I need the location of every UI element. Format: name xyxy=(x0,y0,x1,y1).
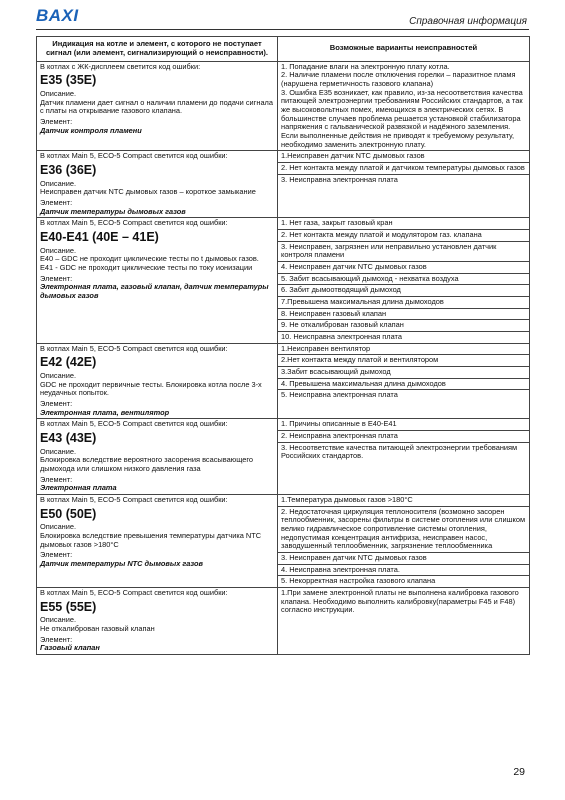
description-label: Описание. xyxy=(40,446,77,456)
causes-cell xyxy=(278,151,530,218)
indication-intro: В котлах Main 5, ECO-5 Compact светится код ошибки: xyxy=(40,151,228,161)
description-text: Блокировка вследствие вероятного засорения всасывающего дымохода или слишком низкого давления газа xyxy=(40,455,253,473)
indication-intro: В котлах Main 5, ECO-5 Compact светится код ошибки: xyxy=(40,587,228,597)
table-row xyxy=(37,419,530,495)
error-code: E42 (42E) xyxy=(40,355,97,370)
causes-cell xyxy=(278,343,530,419)
cause-item: 1.Температура дымовых газов >180°С xyxy=(281,494,413,504)
error-code: E43 (43E) xyxy=(40,430,97,445)
description-text: Не откалиброван газовый клапан xyxy=(40,623,155,633)
indication-cell xyxy=(37,343,278,419)
table-row xyxy=(37,343,530,419)
error-code: E55 (55E) xyxy=(40,599,97,614)
cause-item: 2.Нет контакта между платой и вентилятором xyxy=(278,354,529,366)
indication-cell xyxy=(37,587,278,654)
cause-item: 2. Нет контакта между платой и модулятором газ. клапана xyxy=(278,229,529,241)
indication-intro: В котлах Main 5, ECO-5 Compact светится код ошибки: xyxy=(40,218,228,228)
table-header-row xyxy=(37,37,530,62)
description-label: Описание. xyxy=(40,522,77,532)
header-divider xyxy=(36,29,529,30)
error-code: E35 (35E) xyxy=(40,73,97,88)
indication-cell xyxy=(37,61,278,151)
cause-item: 10. Неисправна электронная плата xyxy=(278,331,529,343)
cause-item: 4. Неисправна электронная плата. xyxy=(278,564,529,576)
baxi-logo: BAXI xyxy=(36,6,79,25)
cause-item: 2. Недостаточная циркуляция теплоносителя (возможно засорен теплообменник, засорены фильтры в системе отопления или слишком велико гидравлическое сопротивление системы отопления, недопустимая концентрация антифриза, неисправен насос, заводушенный теплообменник, загрязнение теплообменника xyxy=(278,506,529,552)
cause-item: 1.Неисправен датчик NTC дымовых газов xyxy=(281,151,425,161)
description-label: Описание. xyxy=(40,370,77,380)
description-label: Описание. xyxy=(40,178,77,188)
indication-intro: В котлах Main 5, ECO-5 Compact светится код ошибки: xyxy=(40,494,228,504)
causes-cell xyxy=(278,494,530,587)
description-text: Неисправен датчик NTC дымовых газов – короткое замыкание xyxy=(40,187,256,197)
cause-item: 3. Несоответствие качества питающей электроэнергии требованиям Российских стандартов. xyxy=(278,442,529,462)
table-row xyxy=(37,494,530,587)
indication-cell xyxy=(37,494,278,587)
cause-item: 6. Забит дымоотводящий дымоход xyxy=(278,284,529,296)
indication-cell xyxy=(37,218,278,343)
causes-cell xyxy=(278,587,530,654)
description-label: Описание. xyxy=(40,89,77,99)
page-number: 29 xyxy=(513,766,525,778)
cause-item: 1. Причины описанные в Е40-Е41 xyxy=(281,419,397,429)
indication-cell xyxy=(37,419,278,495)
header-title: Справочная информация xyxy=(409,16,527,27)
indication-intro: В котлах Main 5, ECO-5 Compact светится код ошибки: xyxy=(40,419,228,429)
indication-intro: В котлах Main 5, ECO-5 Compact светится код ошибки: xyxy=(40,343,228,353)
cause-item: 7.Превышена максимальная длина дымоходов xyxy=(278,296,529,308)
description-text: Блокировка вследствие превышения температуры датчика NTC дымовых газов >180°С xyxy=(40,531,262,549)
cause-item: 5. Неисправна электронная плата xyxy=(278,389,529,401)
element-name: Электронная плата, газовый клапан, датчик температуры дымовых газов xyxy=(40,282,269,301)
cause-item: 1. Нет газа, закрыт газовый кран xyxy=(281,218,393,228)
cause-item: 3. Неисправен, загрязнен или неправильно установлен датчик контроля пламени xyxy=(278,241,529,261)
causes-cell xyxy=(278,61,530,151)
table-row xyxy=(37,587,530,654)
element-label: Элемент: xyxy=(40,474,73,484)
element-label: Элемент: xyxy=(40,273,73,283)
cause-item: 2. Нет контакта между платой и датчиком температуры дымовых газов xyxy=(278,162,529,174)
element-label: Элемент: xyxy=(40,634,73,644)
indication-cell xyxy=(37,151,278,218)
description-label: Описание. xyxy=(40,615,77,625)
cause-item: 3. Неисправна электронная плата xyxy=(278,174,529,186)
element-name: Датчик температуры дымовых газов xyxy=(40,206,186,216)
element-label: Элемент: xyxy=(40,198,73,208)
element-name: Газовый клапан xyxy=(40,643,100,653)
element-name: Электронная плата xyxy=(40,483,117,493)
element-name: Датчик контроля пламени xyxy=(40,125,142,135)
error-code: E50 (50E) xyxy=(40,506,97,521)
cause-item: 4. Неисправен датчик NTC дымовых газов xyxy=(278,261,529,273)
element-label: Элемент: xyxy=(40,117,73,127)
element-name: Электронная плата, вентилятор xyxy=(40,407,170,417)
cause-item: 2. Неисправна электронная плата xyxy=(278,430,529,442)
cause-item: 4. Превышена максимальная длина дымоходов xyxy=(278,378,529,390)
column-header-causes: Возможные варианты неисправностей xyxy=(278,37,530,62)
cause-item: 8. Неисправен газовый клапан xyxy=(278,308,529,320)
cause-item: 5. Забит всасывающий дымоход - нехватка воздуха xyxy=(278,273,529,285)
cause-item: 3.Забит всасывающий дымоход xyxy=(278,366,529,378)
error-code: E40-E41 (40E – 41E) xyxy=(40,230,159,244)
table-row xyxy=(37,151,530,218)
cause-item: 1.Неисправен вентилятор xyxy=(281,343,371,353)
cause-item: 1. Попадание влаги на электронную плату котла. 2. Наличие пламени после отключения горелки – паразитное пламя (нарушена герметичность газового клапана) 3. Ошибка Е35 возникает, как правило, из-за несоответствия качества питающей электроэнергии требованиям Российских стандартов, а так же высоковольтных помех, имеющихся в электрических сетях. В большинстве случаев проблема решается установкой стабилизатора напряжения с гальванической развязкой и надёжного заземления. Если выполненные действия не приводят к требуемому результату, необходимо заменить электронную плату. xyxy=(281,61,523,149)
indication-intro: В котлах с ЖК-дисплеем светится код ошибки: xyxy=(40,61,201,71)
cause-item: 5. Некорректная настройка газового клапана xyxy=(278,575,529,587)
description-text: Датчик пламени дает сигнал о наличии пламени до подачи сигнала с платы на открывание газового клапана. xyxy=(40,97,273,116)
error-codes-table xyxy=(36,36,530,655)
cause-item: 1.При замене электронной платы не выполнена калибровка газового клапана. Необходимо выполнить калибровку(параметры F45 и F48) согласно инструкции. xyxy=(281,587,519,615)
table-row xyxy=(37,218,530,343)
element-label: Элемент: xyxy=(40,550,73,560)
causes-cell xyxy=(278,218,530,343)
description-label: Описание. xyxy=(40,245,77,255)
column-header-indication: Индикация на котле и элемент, с которого не поступает сигнал (или элемент, сигнализирующий о неисправности). xyxy=(37,37,278,62)
description-text: GDC не проходит первичные тесты. Блокировка котла после 3-х неудачных попыток. xyxy=(40,379,262,398)
element-name: Датчик температуры NTC дымовых газов xyxy=(40,558,203,568)
cause-item: 3. Неисправен датчик NTC дымовых газов xyxy=(278,552,529,564)
table-row xyxy=(37,61,530,151)
causes-cell xyxy=(278,419,530,495)
description-text: Е40 – GDC не проходит циклические тесты по t дымовых газов. Е41 - GDC не проходит циклические тесты по току ионизации xyxy=(40,254,259,273)
element-label: Элемент: xyxy=(40,398,73,408)
cause-item: 9. Не откалиброван газовый клапан xyxy=(278,319,529,331)
error-code: E36 (36E) xyxy=(40,162,97,177)
